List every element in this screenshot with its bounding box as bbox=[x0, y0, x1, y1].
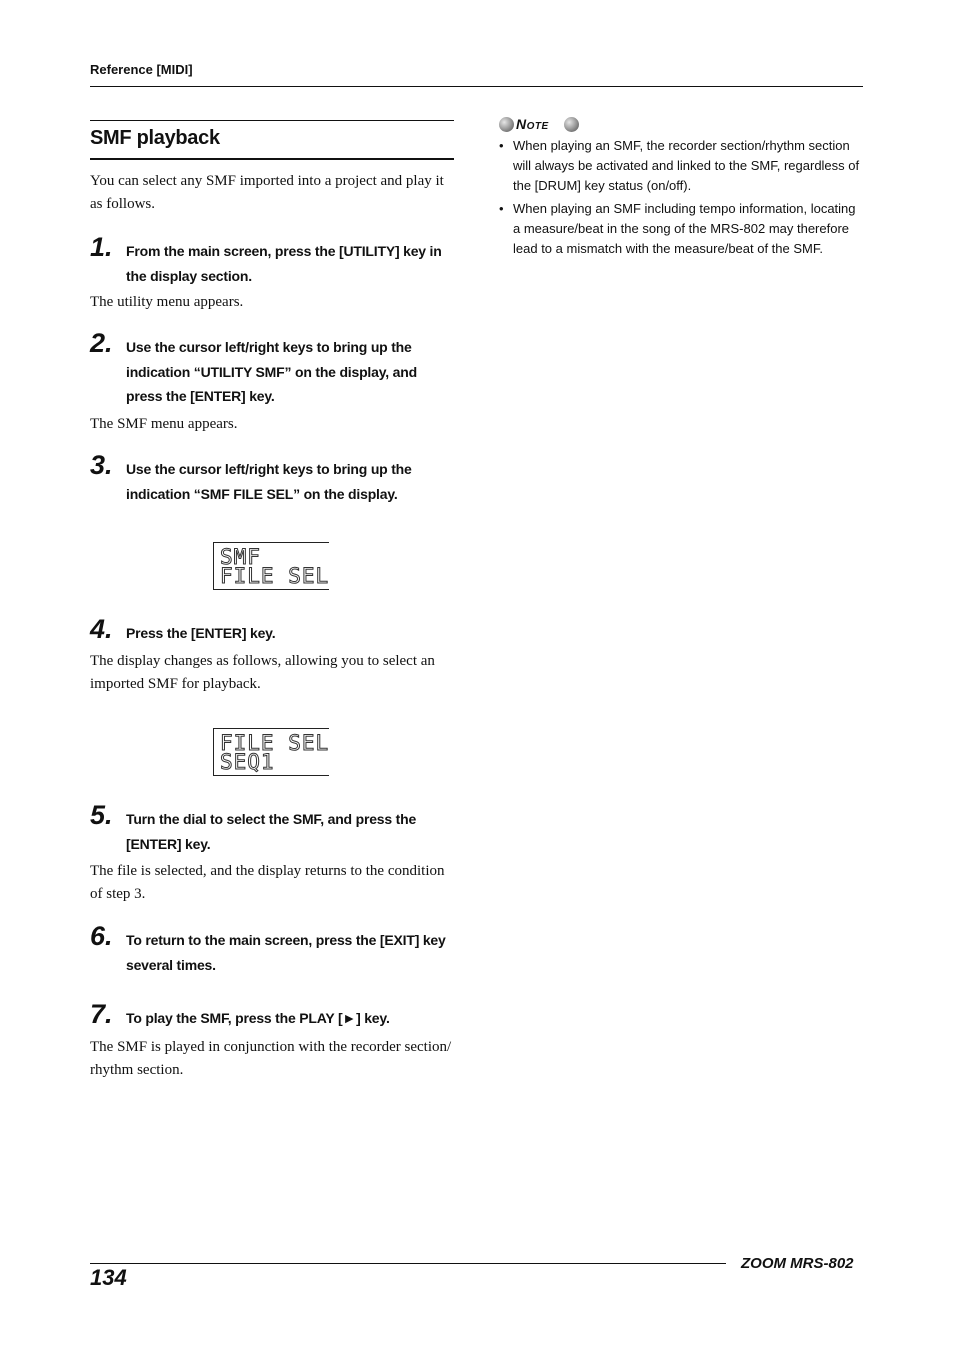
note-item: • When playing an SMF, the recorder section/rhythm section will always be activated and linked to the SMF, regardless of the [DRUM] key status (on/off). bbox=[499, 136, 865, 196]
step-number: 7. bbox=[90, 999, 113, 1029]
step-instruction: Turn the dial to select the SMF, and press the [ENTER] key. bbox=[126, 811, 417, 852]
step-number: 1. bbox=[90, 232, 113, 262]
intro-paragraph: You can select any SMF imported into a project and play it as follows. bbox=[90, 173, 444, 212]
step-5-result: The file is selected, and the display returns to the condition of step 3. bbox=[90, 863, 445, 902]
note-list bbox=[499, 136, 865, 262]
step-instruction: Use the cursor left/right keys to bring up the indication “SMF FILE SEL” on the display. bbox=[126, 461, 412, 502]
step-number: 5. bbox=[90, 800, 113, 830]
step-1-result: The utility menu appears. bbox=[90, 294, 244, 310]
lcd-line-1: FILE SEL bbox=[220, 731, 330, 755]
page-number: 134 bbox=[90, 1265, 127, 1290]
step-7 bbox=[90, 999, 454, 1031]
footer-rule bbox=[90, 1263, 726, 1264]
header-rule bbox=[90, 86, 863, 87]
step-number: 4. bbox=[90, 614, 113, 644]
header-label: Reference [MIDI] bbox=[90, 62, 193, 77]
step-number: 3. bbox=[90, 450, 113, 480]
note-bullet-icon bbox=[499, 117, 514, 132]
section-heading-block bbox=[90, 120, 454, 160]
note-bullet-icon bbox=[564, 117, 579, 132]
lcd-display-smf-file-sel bbox=[213, 542, 329, 590]
step-3 bbox=[90, 450, 454, 506]
step-5 bbox=[90, 800, 454, 856]
step-7-result: The SMF is played in conjunction with the recorder section/ rhythm section. bbox=[90, 1039, 452, 1078]
step-4-result: The display changes as follows, allowing you to select an imported SMF for playback. bbox=[90, 653, 435, 692]
lcd-line-1: SMF bbox=[220, 545, 261, 569]
step-instruction: To return to the main screen, press the [EXIT] key several times. bbox=[126, 932, 446, 973]
step-instruction: Use the cursor left/right keys to bring up the indication “UTILITY SMF” on the display, and press the [ENTER] key. bbox=[126, 339, 417, 404]
section-title: SMF playback bbox=[90, 120, 454, 160]
step-number: 6. bbox=[90, 921, 113, 951]
step-2 bbox=[90, 328, 454, 409]
step-1 bbox=[90, 232, 454, 288]
note-label: Note bbox=[516, 116, 549, 132]
product-name: ZOOM MRS-802 bbox=[741, 1255, 854, 1272]
lcd-line-2: FILE SEL bbox=[220, 564, 330, 588]
step-number: 2. bbox=[90, 328, 113, 358]
step-instruction: Press the [ENTER] key. bbox=[126, 625, 276, 641]
step-2-result: The SMF menu appears. bbox=[90, 416, 238, 432]
step-4 bbox=[90, 614, 454, 646]
step-6 bbox=[90, 921, 454, 977]
note-item: • When playing an SMF including tempo information, locating a measure/beat in the song of the MRS-802 may therefore lead to a mismatch with the measure/beat of the SMF. bbox=[499, 199, 865, 259]
step-instruction: To play the SMF, press the PLAY [►] key. bbox=[126, 1010, 390, 1026]
lcd-line-2: SEQ1 bbox=[220, 750, 275, 774]
step-instruction: From the main screen, press the [UTILITY] key in the display section. bbox=[126, 243, 442, 284]
lcd-display-file-sel-seq1 bbox=[213, 728, 329, 776]
